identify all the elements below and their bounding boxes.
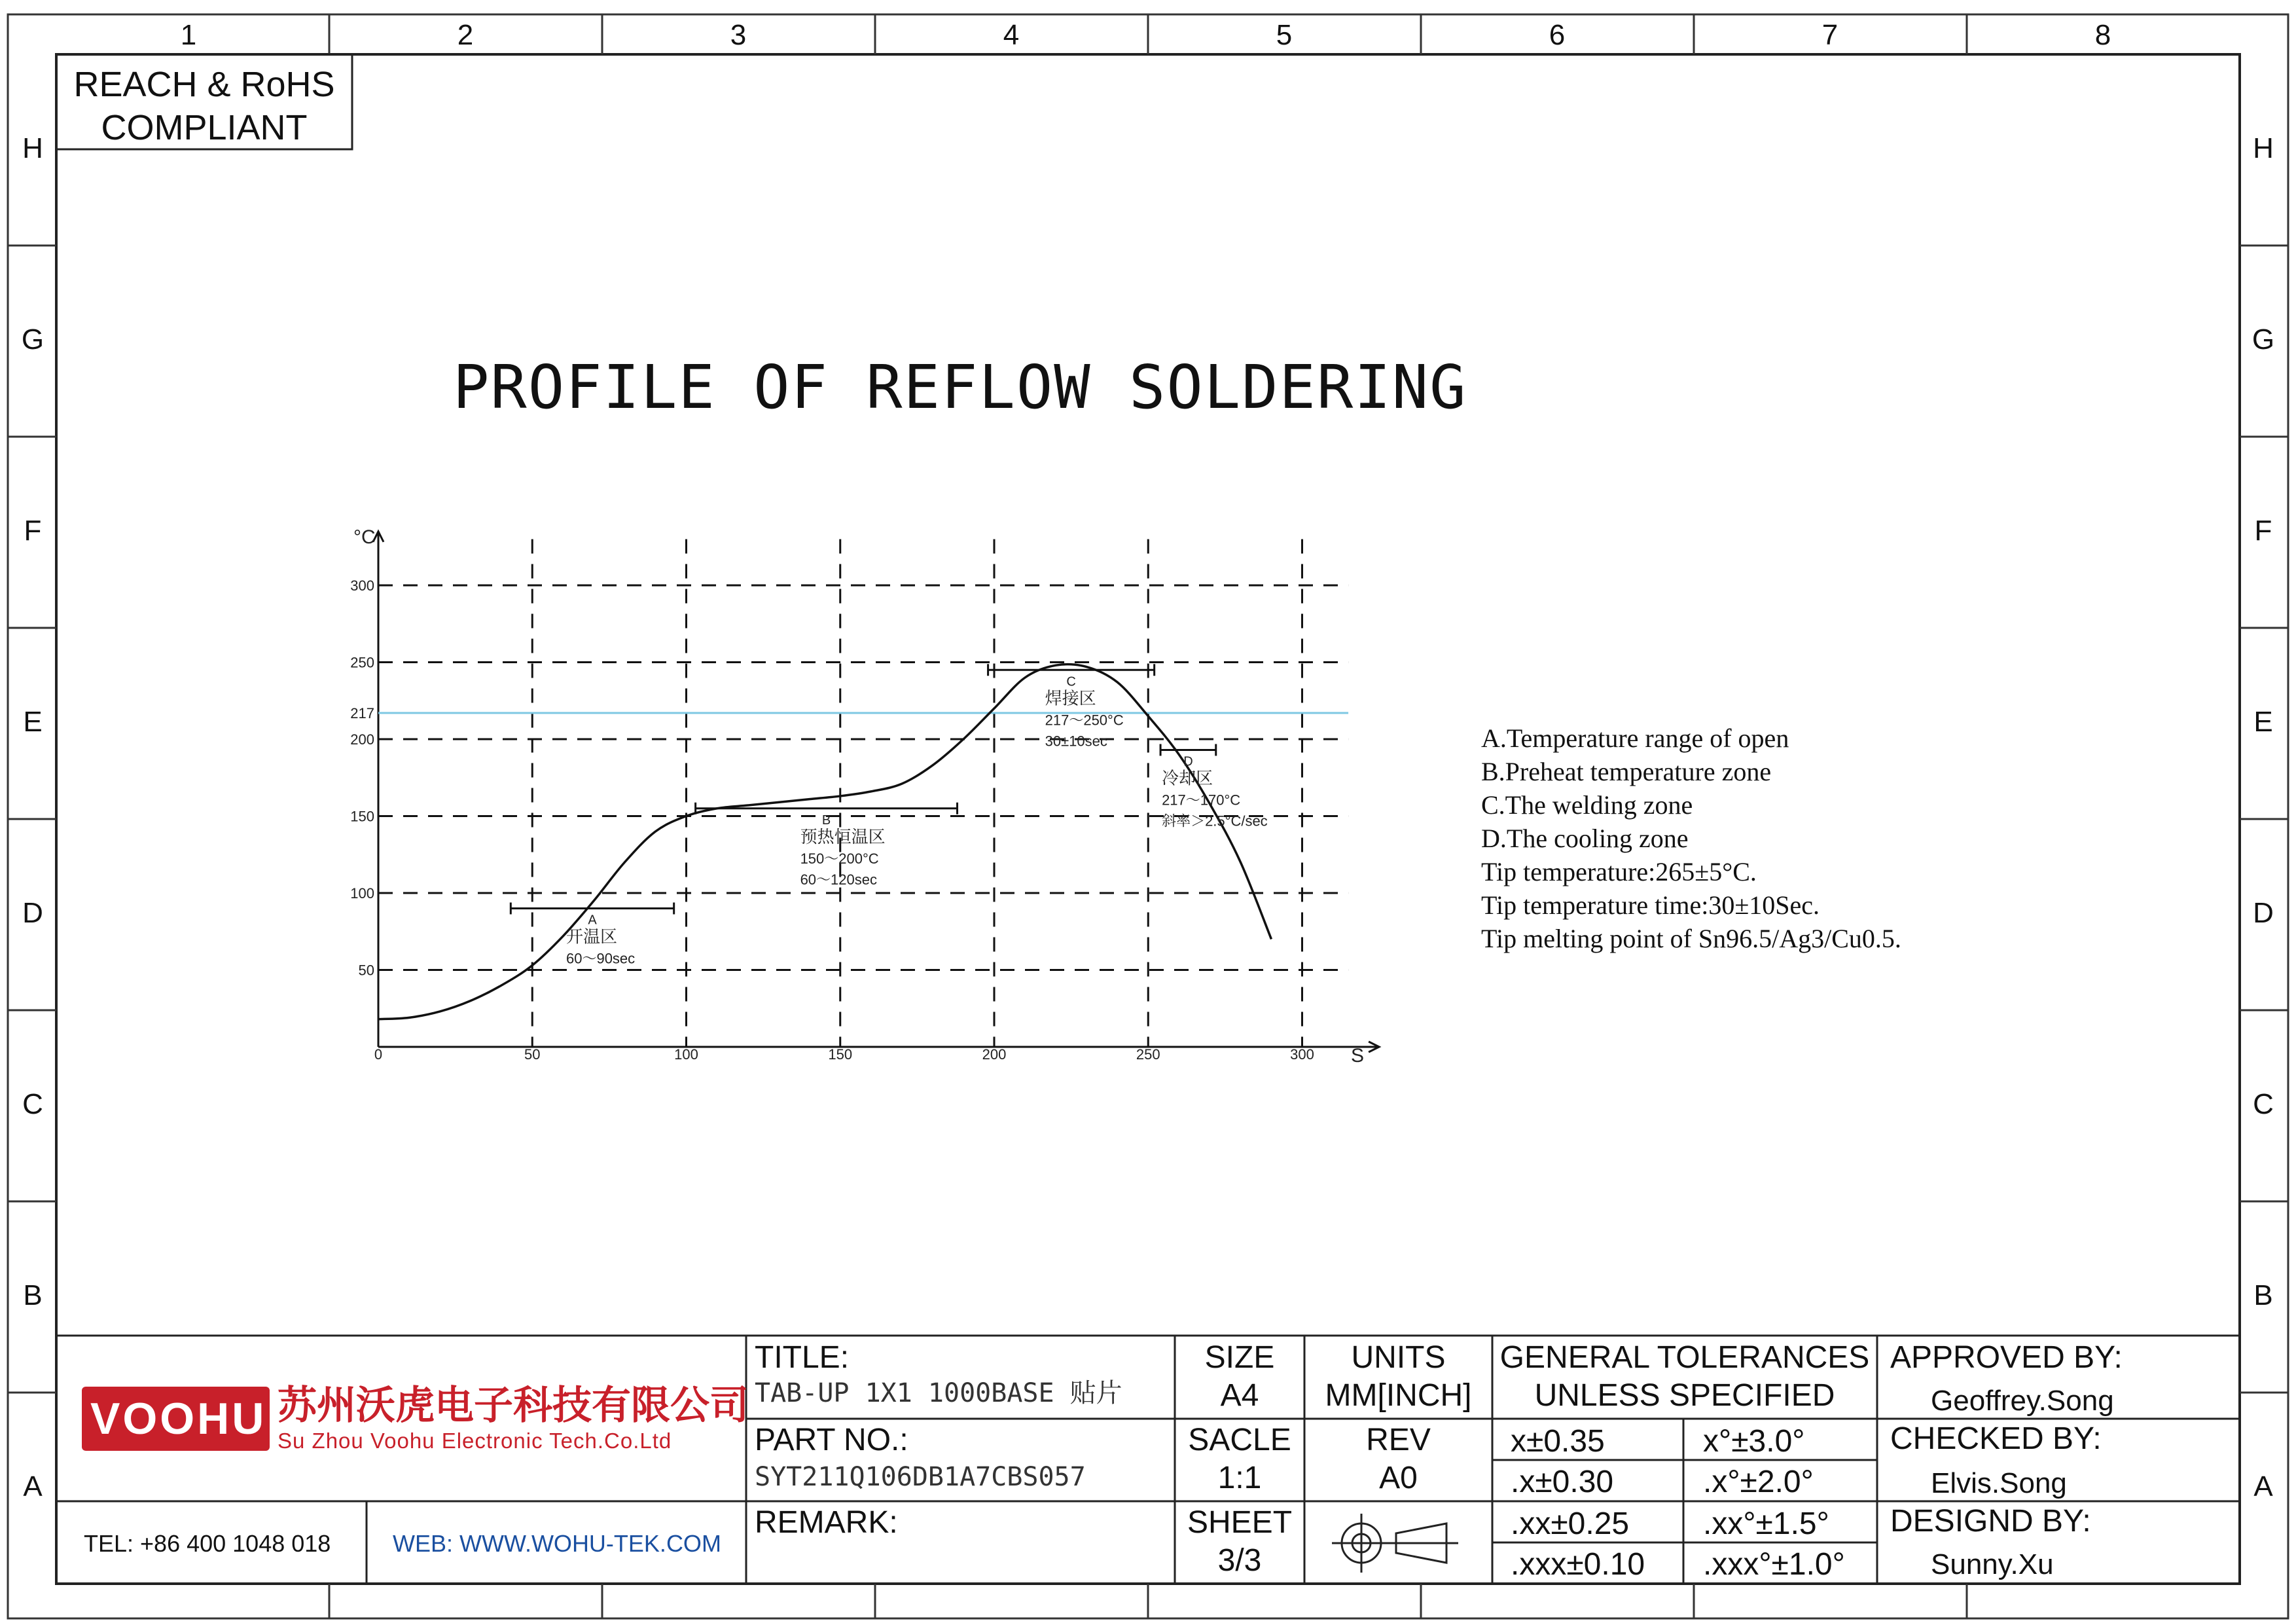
- checked-label: CHECKED BY:: [1890, 1421, 2102, 1456]
- x-tick-label: 300: [1290, 1046, 1314, 1063]
- page-title: PROFILE OF REFLOW SOLDERING: [453, 352, 1467, 422]
- legend-item: Tip temperature:265±5°C.: [1481, 857, 1757, 886]
- row-label: G: [21, 323, 45, 356]
- row-label: A: [2253, 1470, 2273, 1503]
- tolerance-angular: .x°±2.0°: [1703, 1465, 1814, 1499]
- legend-item: B.Preheat temperature zone: [1481, 757, 1772, 786]
- row-label: B: [2253, 1279, 2273, 1311]
- zone-name: 焊接区: [1045, 688, 1096, 708]
- y-axis-label: °C: [353, 526, 376, 548]
- zone-name: 开温区: [565, 926, 618, 947]
- zone-detail: 60～90sec: [565, 950, 636, 967]
- checked-value: Elvis.Song: [1931, 1467, 2067, 1499]
- x-tick-label: 50: [524, 1046, 541, 1063]
- column-label: 7: [1821, 19, 1839, 51]
- legend-item: Tip melting point of Sn96.5/Ag3/Cu0.5.: [1481, 924, 1901, 953]
- zone-name: 冷却区: [1162, 768, 1213, 788]
- approved-label: APPROVED BY:: [1890, 1340, 2123, 1375]
- sheet-value: 3/3: [1217, 1543, 1262, 1578]
- column-label: 4: [1003, 19, 1020, 51]
- remark-label: REMARK:: [755, 1505, 898, 1540]
- y-tick-label: 217: [350, 705, 374, 722]
- tolerance-linear: .xx±0.25: [1511, 1506, 1630, 1541]
- company-name-en: Su Zhou Voohu Electronic Tech.Co.Ltd: [278, 1429, 672, 1453]
- legend-item: C.The welding zone: [1481, 790, 1693, 820]
- x-tick-label: 250: [1136, 1046, 1160, 1063]
- zone-id: D: [1183, 754, 1193, 769]
- column-label: 3: [730, 19, 747, 51]
- tolerance-angular: .xx°±1.5°: [1703, 1506, 1829, 1541]
- row-label: H: [22, 132, 43, 164]
- x-tick-label: 0: [374, 1046, 383, 1063]
- legend-item: Tip temperature time:30±10Sec.: [1481, 890, 1820, 920]
- legend-item: D.The cooling zone: [1481, 824, 1689, 853]
- row-label: E: [23, 706, 43, 738]
- row-label: F: [24, 515, 42, 547]
- y-tick-label: 150: [350, 808, 374, 825]
- row-label: H: [2253, 132, 2274, 164]
- size-value: A4: [1220, 1378, 1259, 1413]
- zone-id: C: [1066, 674, 1076, 689]
- column-label: 1: [180, 19, 197, 51]
- zone-detail: 60～120sec: [800, 871, 877, 888]
- rev-label: REV: [1366, 1423, 1431, 1457]
- tolerance-angular: x°±3.0°: [1703, 1424, 1805, 1459]
- x-tick-label: 100: [674, 1046, 698, 1063]
- size-label: SIZE: [1204, 1340, 1275, 1375]
- tolerance-heading-2: UNLESS SPECIFIED: [1534, 1378, 1835, 1413]
- company-web-link[interactable]: WEB: WWW.WOHU-TEK.COM: [393, 1530, 721, 1557]
- x-tick-label: 200: [982, 1046, 1007, 1063]
- zone-id: B: [821, 812, 831, 828]
- row-label: F: [2254, 515, 2272, 547]
- part-value: SYT211Q106DB1A7CBS057: [755, 1462, 1086, 1492]
- y-tick-label: 300: [350, 577, 374, 594]
- units-value: MM[INCH]: [1325, 1378, 1472, 1413]
- scale-label: SACLE: [1188, 1423, 1291, 1457]
- row-label: E: [2253, 706, 2273, 738]
- tolerance-linear: x±0.35: [1511, 1424, 1605, 1459]
- zone-name: 预热恒温区: [800, 826, 886, 847]
- compliance-line2: COMPLIANT: [101, 108, 308, 147]
- zone-detail: 217～170°C: [1162, 792, 1241, 809]
- column-label: 2: [457, 19, 474, 51]
- legend-item: A.Temperature range of open: [1481, 723, 1789, 753]
- tolerance-linear: .x±0.30: [1511, 1465, 1614, 1499]
- units-label: UNITS: [1351, 1340, 1446, 1375]
- part-label: PART NO.:: [755, 1423, 908, 1457]
- y-tick-label: 50: [358, 962, 374, 979]
- designed-label: DESIGND BY:: [1890, 1504, 2091, 1539]
- tolerance-linear: .xxx±0.10: [1511, 1547, 1645, 1582]
- rev-value: A0: [1379, 1461, 1418, 1495]
- approved-value: Geoffrey.Song: [1931, 1385, 2114, 1417]
- sheet-label: SHEET: [1187, 1505, 1293, 1540]
- title-label: TITLE:: [755, 1340, 850, 1375]
- y-tick-label: 200: [350, 731, 374, 748]
- zone-detail: 150～200°C: [800, 850, 879, 867]
- tolerance-heading-1: GENERAL TOLERANCES: [1499, 1340, 1870, 1375]
- row-label: C: [2253, 1088, 2274, 1120]
- column-label: 5: [1276, 19, 1293, 51]
- row-label: C: [22, 1088, 43, 1120]
- legend: [1481, 721, 1901, 955]
- row-label: G: [2251, 323, 2275, 356]
- y-tick-label: 250: [350, 654, 374, 671]
- row-label: A: [23, 1470, 43, 1503]
- column-label: 8: [2094, 19, 2111, 51]
- designed-value: Sunny.Xu: [1931, 1548, 2054, 1580]
- company-name-cn: 苏州沃虎电子科技有限公司: [278, 1383, 749, 1429]
- zone-id: A: [588, 913, 597, 928]
- scale-value: 1:1: [1217, 1461, 1262, 1495]
- zone-detail: 30±10sec: [1045, 733, 1107, 750]
- tolerance-angular: .xxx°±1.0°: [1703, 1547, 1845, 1582]
- company-tel: TEL: +86 400 1048 018: [84, 1530, 331, 1557]
- zone-detail: 斜率＞2.5°C/sec: [1162, 812, 1268, 830]
- x-tick-label: 150: [828, 1046, 853, 1063]
- compliance-line1: REACH & RoHS: [73, 65, 335, 104]
- x-axis-label: S: [1351, 1045, 1365, 1067]
- row-label: D: [22, 897, 43, 929]
- y-tick-label: 100: [350, 885, 374, 902]
- company-logo: VOOHU: [90, 1394, 267, 1444]
- zone-detail: 217～250°C: [1045, 712, 1124, 729]
- row-label: B: [23, 1279, 43, 1311]
- column-label: 6: [1549, 19, 1566, 51]
- title-value: TAB-UP 1X1 1000BASE 贴片: [755, 1378, 1122, 1408]
- row-label: D: [2253, 897, 2274, 929]
